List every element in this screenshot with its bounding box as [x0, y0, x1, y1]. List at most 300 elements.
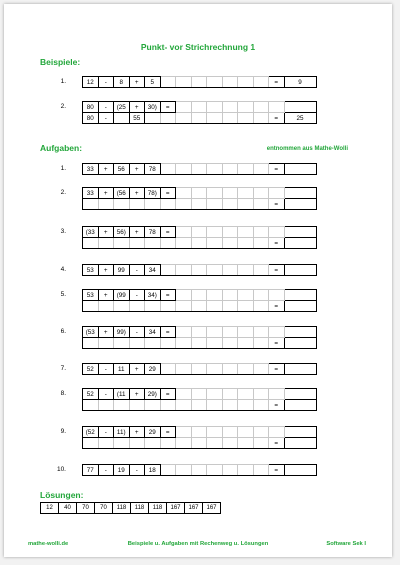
grid-row	[83, 389, 317, 400]
grid-cell	[145, 438, 161, 449]
grid-cell	[145, 238, 161, 249]
grid-cell	[238, 338, 254, 349]
grid-cell	[222, 188, 238, 199]
equals-cell	[269, 188, 285, 199]
grid-cell: =	[160, 427, 176, 438]
examples-grid	[82, 101, 317, 124]
footer-left: mathe-wolli.de	[28, 541, 69, 547]
grid-cell	[222, 164, 238, 175]
grid-cell: +	[98, 188, 114, 199]
grid-cell: 8	[114, 77, 130, 88]
grid-cell: +	[129, 227, 145, 238]
grid-cell	[129, 301, 145, 312]
grid-cell: +	[98, 164, 114, 175]
grid-cell	[222, 77, 238, 88]
grid-cell: -	[129, 327, 145, 338]
result-cell	[284, 364, 316, 375]
grid-cell	[238, 188, 254, 199]
grid-cell: 52	[83, 389, 99, 400]
grid-cell	[176, 427, 192, 438]
grid-cell	[176, 238, 192, 249]
grid-cell	[222, 465, 238, 476]
grid-cell	[207, 113, 223, 124]
tasks-heading: Aufgaben:	[40, 143, 83, 153]
grid-cell: =	[160, 290, 176, 301]
grid-cell: -	[129, 290, 145, 301]
grid-cell	[222, 400, 238, 411]
grid-row	[83, 364, 317, 375]
grid-cell	[191, 77, 207, 88]
grid-cell: 53	[83, 265, 99, 276]
tasks-number: 2.	[60, 189, 66, 196]
grid-cell	[83, 199, 99, 210]
grid-row	[83, 327, 317, 338]
grid-row	[83, 301, 317, 312]
grid-cell: -	[129, 465, 145, 476]
grid-cell	[114, 400, 130, 411]
grid-cell	[238, 102, 254, 113]
grid-cell	[160, 265, 176, 276]
grid-cell: =	[160, 227, 176, 238]
tasks-grid	[82, 264, 317, 276]
grid-cell	[145, 199, 161, 210]
result-cell	[284, 199, 316, 210]
grid-cell	[253, 338, 269, 349]
grid-cell	[160, 113, 176, 124]
grid-cell: +	[98, 265, 114, 276]
grid-cell	[176, 327, 192, 338]
grid-cell	[253, 199, 269, 210]
grid-cell	[176, 400, 192, 411]
grid-cell: (53	[83, 327, 99, 338]
grid-cell	[160, 238, 176, 249]
grid-cell: 34)	[145, 290, 161, 301]
grid-cell	[207, 427, 223, 438]
grid-row	[83, 290, 317, 301]
grid-cell	[98, 400, 114, 411]
grid-cell: +	[129, 164, 145, 175]
grid-cell	[253, 389, 269, 400]
solution-cell: 70	[95, 503, 113, 514]
solutions-row	[41, 503, 221, 514]
grid-cell	[191, 113, 207, 124]
grid-cell	[207, 77, 223, 88]
grid-cell	[129, 438, 145, 449]
grid-cell	[98, 301, 114, 312]
grid-cell: -	[98, 364, 114, 375]
grid-cell: 99)	[114, 327, 130, 338]
grid-cell	[207, 164, 223, 175]
grid-cell	[253, 265, 269, 276]
grid-cell	[83, 438, 99, 449]
grid-cell	[191, 327, 207, 338]
equals-cell: =	[269, 364, 285, 375]
grid-row	[83, 113, 317, 124]
grid-cell: =	[160, 102, 176, 113]
grid-cell: =	[160, 389, 176, 400]
grid-cell: 29	[145, 364, 161, 375]
tasks-number: 8.	[60, 390, 66, 397]
grid-cell	[98, 438, 114, 449]
grid-cell	[222, 364, 238, 375]
grid-cell	[222, 338, 238, 349]
tasks-grid	[82, 326, 317, 349]
grid-cell: 18	[145, 465, 161, 476]
grid-cell	[145, 400, 161, 411]
grid-cell	[253, 290, 269, 301]
grid-cell: -	[98, 427, 114, 438]
solution-cell: 118	[113, 503, 131, 514]
grid-cell	[176, 465, 192, 476]
grid-cell	[114, 113, 130, 124]
grid-cell: -	[129, 265, 145, 276]
grid-cell: 12	[83, 77, 99, 88]
grid-cell	[238, 427, 254, 438]
grid-cell: (25	[114, 102, 130, 113]
grid-cell	[160, 164, 176, 175]
grid-cell	[114, 238, 130, 249]
page-title: Punkt- vor Strichrechnung 1	[140, 42, 256, 52]
grid-cell	[191, 290, 207, 301]
grid-cell: 99	[114, 265, 130, 276]
examples-number: 1.	[60, 78, 66, 85]
grid-cell	[222, 389, 238, 400]
grid-row	[83, 465, 317, 476]
grid-cell	[191, 400, 207, 411]
result-cell	[284, 327, 316, 338]
grid-cell	[114, 438, 130, 449]
footer-center: Beispiele u. Aufgaben mit Rechenweg u. Lösungen	[127, 541, 269, 547]
grid-cell: 78)	[145, 188, 161, 199]
grid-cell: +	[129, 364, 145, 375]
grid-cell	[160, 338, 176, 349]
grid-cell: (33	[83, 227, 99, 238]
grid-cell: 29	[145, 427, 161, 438]
grid-cell: 77	[83, 465, 99, 476]
tasks-number: 1.	[60, 165, 66, 172]
grid-row	[83, 227, 317, 238]
tasks-grid	[82, 464, 317, 476]
grid-cell	[191, 338, 207, 349]
grid-cell	[114, 338, 130, 349]
grid-cell	[253, 77, 269, 88]
tasks-number: 3.	[60, 228, 66, 235]
solution-cell: 12	[41, 503, 59, 514]
grid-cell	[145, 338, 161, 349]
grid-cell	[176, 113, 192, 124]
equals-cell: =	[269, 400, 285, 411]
grid-cell: (99	[114, 290, 130, 301]
grid-cell	[238, 400, 254, 411]
grid-cell	[207, 265, 223, 276]
result-cell	[284, 389, 316, 400]
grid-cell	[207, 338, 223, 349]
grid-cell: 52	[83, 364, 99, 375]
grid-cell	[253, 188, 269, 199]
grid-row	[83, 188, 317, 199]
grid-cell	[238, 438, 254, 449]
grid-cell	[222, 290, 238, 301]
grid-cell	[83, 301, 99, 312]
equals-cell: =	[269, 238, 285, 249]
grid-cell: (52	[83, 427, 99, 438]
grid-cell	[83, 400, 99, 411]
grid-cell	[238, 164, 254, 175]
grid-cell: 56)	[114, 227, 130, 238]
equals-cell: =	[269, 113, 285, 124]
equals-cell	[269, 389, 285, 400]
tasks-grid	[82, 163, 317, 175]
grid-cell	[222, 227, 238, 238]
grid-cell	[253, 227, 269, 238]
grid-cell	[176, 227, 192, 238]
grid-cell	[176, 102, 192, 113]
grid-cell	[207, 400, 223, 411]
tasks-number: 9.	[60, 428, 66, 435]
grid-cell	[238, 199, 254, 210]
grid-cell	[238, 265, 254, 276]
grid-cell	[145, 301, 161, 312]
grid-cell: +	[98, 327, 114, 338]
grid-row	[83, 238, 317, 249]
tasks-grid	[82, 363, 317, 375]
grid-cell	[160, 364, 176, 375]
solution-cell: 118	[131, 503, 149, 514]
examples-number: 2.	[60, 103, 66, 110]
grid-cell	[114, 301, 130, 312]
tasks-number: 10.	[56, 466, 66, 473]
grid-cell: 56	[114, 164, 130, 175]
grid-cell	[176, 338, 192, 349]
source-note: entnommen aus Mathe-Wolli	[266, 146, 348, 152]
grid-cell: =	[160, 327, 176, 338]
grid-row	[83, 427, 317, 438]
grid-cell: +	[129, 102, 145, 113]
solution-cell: 167	[185, 503, 203, 514]
tasks-grid	[82, 388, 317, 411]
grid-cell: -	[98, 389, 114, 400]
grid-cell	[207, 188, 223, 199]
grid-cell	[253, 438, 269, 449]
grid-cell	[191, 427, 207, 438]
grid-cell	[253, 113, 269, 124]
grid-cell	[129, 238, 145, 249]
tasks-grid	[82, 226, 317, 249]
result-cell	[284, 102, 316, 113]
equals-cell: =	[269, 77, 285, 88]
grid-cell	[160, 400, 176, 411]
result-cell	[284, 438, 316, 449]
tasks-number: 7.	[60, 365, 66, 372]
grid-cell	[207, 438, 223, 449]
grid-cell	[191, 102, 207, 113]
solution-cell: 167	[167, 503, 185, 514]
grid-cell	[207, 301, 223, 312]
grid-cell	[176, 290, 192, 301]
solution-cell: 167	[203, 503, 221, 514]
tasks-number: 4.	[60, 266, 66, 273]
grid-cell	[160, 199, 176, 210]
solution-cell: 118	[149, 503, 167, 514]
grid-cell	[253, 102, 269, 113]
grid-cell	[83, 238, 99, 249]
grid-cell	[145, 113, 161, 124]
grid-row	[83, 77, 317, 88]
grid-cell: 5	[145, 77, 161, 88]
grid-cell	[191, 364, 207, 375]
grid-cell: 11)	[114, 427, 130, 438]
grid-cell	[160, 77, 176, 88]
grid-cell	[222, 438, 238, 449]
grid-cell: -	[98, 465, 114, 476]
grid-cell	[176, 199, 192, 210]
grid-cell	[253, 327, 269, 338]
grid-row	[83, 102, 317, 113]
result-cell: 25	[284, 113, 316, 124]
grid-cell	[176, 164, 192, 175]
tasks-number: 5.	[60, 291, 66, 298]
examples-grid	[82, 76, 317, 88]
grid-cell	[207, 364, 223, 375]
grid-cell	[191, 389, 207, 400]
equals-cell	[269, 427, 285, 438]
grid-row	[83, 265, 317, 276]
grid-cell: 33	[83, 164, 99, 175]
grid-row	[83, 438, 317, 449]
equals-cell: =	[269, 265, 285, 276]
grid-cell	[176, 265, 192, 276]
grid-cell	[222, 238, 238, 249]
grid-cell	[253, 164, 269, 175]
result-cell	[284, 338, 316, 349]
footer-right: Software Sek I	[326, 541, 366, 547]
grid-cell	[207, 465, 223, 476]
grid-cell	[238, 227, 254, 238]
grid-row	[83, 400, 317, 411]
grid-cell: -	[98, 77, 114, 88]
grid-cell: 80	[83, 102, 99, 113]
grid-cell	[222, 199, 238, 210]
result-cell	[284, 427, 316, 438]
tasks-grid	[82, 187, 317, 210]
equals-cell	[269, 290, 285, 301]
grid-cell	[253, 364, 269, 375]
grid-cell	[98, 238, 114, 249]
grid-cell	[191, 238, 207, 249]
grid-cell	[114, 199, 130, 210]
tasks-number: 6.	[60, 328, 66, 335]
grid-cell: +	[98, 290, 114, 301]
solutions-table	[40, 502, 221, 514]
grid-cell	[238, 113, 254, 124]
equals-cell: =	[269, 338, 285, 349]
grid-cell	[207, 199, 223, 210]
grid-cell: 55	[129, 113, 145, 124]
grid-cell	[83, 338, 99, 349]
result-cell: 9	[284, 77, 316, 88]
grid-row	[83, 338, 317, 349]
grid-cell	[191, 265, 207, 276]
grid-cell	[238, 301, 254, 312]
grid-cell: 53	[83, 290, 99, 301]
grid-cell	[238, 327, 254, 338]
result-cell	[284, 238, 316, 249]
grid-cell	[191, 227, 207, 238]
grid-cell	[129, 199, 145, 210]
solutions-heading: Lösungen:	[40, 490, 84, 500]
grid-cell	[238, 77, 254, 88]
grid-cell	[191, 301, 207, 312]
grid-cell: 78	[145, 164, 161, 175]
grid-cell: 34	[145, 327, 161, 338]
grid-cell: 33	[83, 188, 99, 199]
grid-cell	[98, 338, 114, 349]
grid-cell: +	[98, 227, 114, 238]
grid-cell	[222, 327, 238, 338]
grid-cell	[238, 238, 254, 249]
grid-cell: 19	[114, 465, 130, 476]
grid-cell: +	[129, 188, 145, 199]
result-cell	[284, 465, 316, 476]
grid-cell	[207, 290, 223, 301]
tasks-grid	[82, 426, 317, 449]
grid-cell	[129, 400, 145, 411]
grid-cell	[238, 389, 254, 400]
grid-cell	[253, 238, 269, 249]
grid-cell	[191, 438, 207, 449]
grid-cell: (56	[114, 188, 130, 199]
tasks-grid	[82, 289, 317, 312]
examples-heading: Beispiele:	[40, 57, 81, 67]
grid-cell	[160, 301, 176, 312]
grid-cell	[222, 102, 238, 113]
result-cell	[284, 290, 316, 301]
grid-cell	[207, 102, 223, 113]
result-cell	[284, 188, 316, 199]
equals-cell: =	[269, 164, 285, 175]
result-cell	[284, 265, 316, 276]
grid-cell	[207, 327, 223, 338]
grid-cell	[129, 338, 145, 349]
equals-cell	[269, 102, 285, 113]
grid-cell	[207, 238, 223, 249]
solution-cell: 40	[59, 503, 77, 514]
equals-cell: =	[269, 301, 285, 312]
grid-cell	[191, 199, 207, 210]
grid-cell: +	[129, 389, 145, 400]
grid-row	[83, 199, 317, 210]
solution-cell: 70	[77, 503, 95, 514]
equals-cell: =	[269, 438, 285, 449]
grid-cell	[253, 301, 269, 312]
grid-cell	[191, 188, 207, 199]
grid-cell	[238, 465, 254, 476]
grid-cell: 29)	[145, 389, 161, 400]
grid-cell: 80	[83, 113, 99, 124]
grid-cell: 30)	[145, 102, 161, 113]
equals-cell	[269, 327, 285, 338]
grid-cell	[253, 400, 269, 411]
grid-cell: -	[98, 113, 114, 124]
result-cell	[284, 400, 316, 411]
grid-cell	[160, 438, 176, 449]
equals-cell: =	[269, 465, 285, 476]
grid-cell: 11	[114, 364, 130, 375]
grid-cell: +	[129, 427, 145, 438]
equals-cell: =	[269, 199, 285, 210]
result-cell	[284, 164, 316, 175]
grid-cell: (11	[114, 389, 130, 400]
